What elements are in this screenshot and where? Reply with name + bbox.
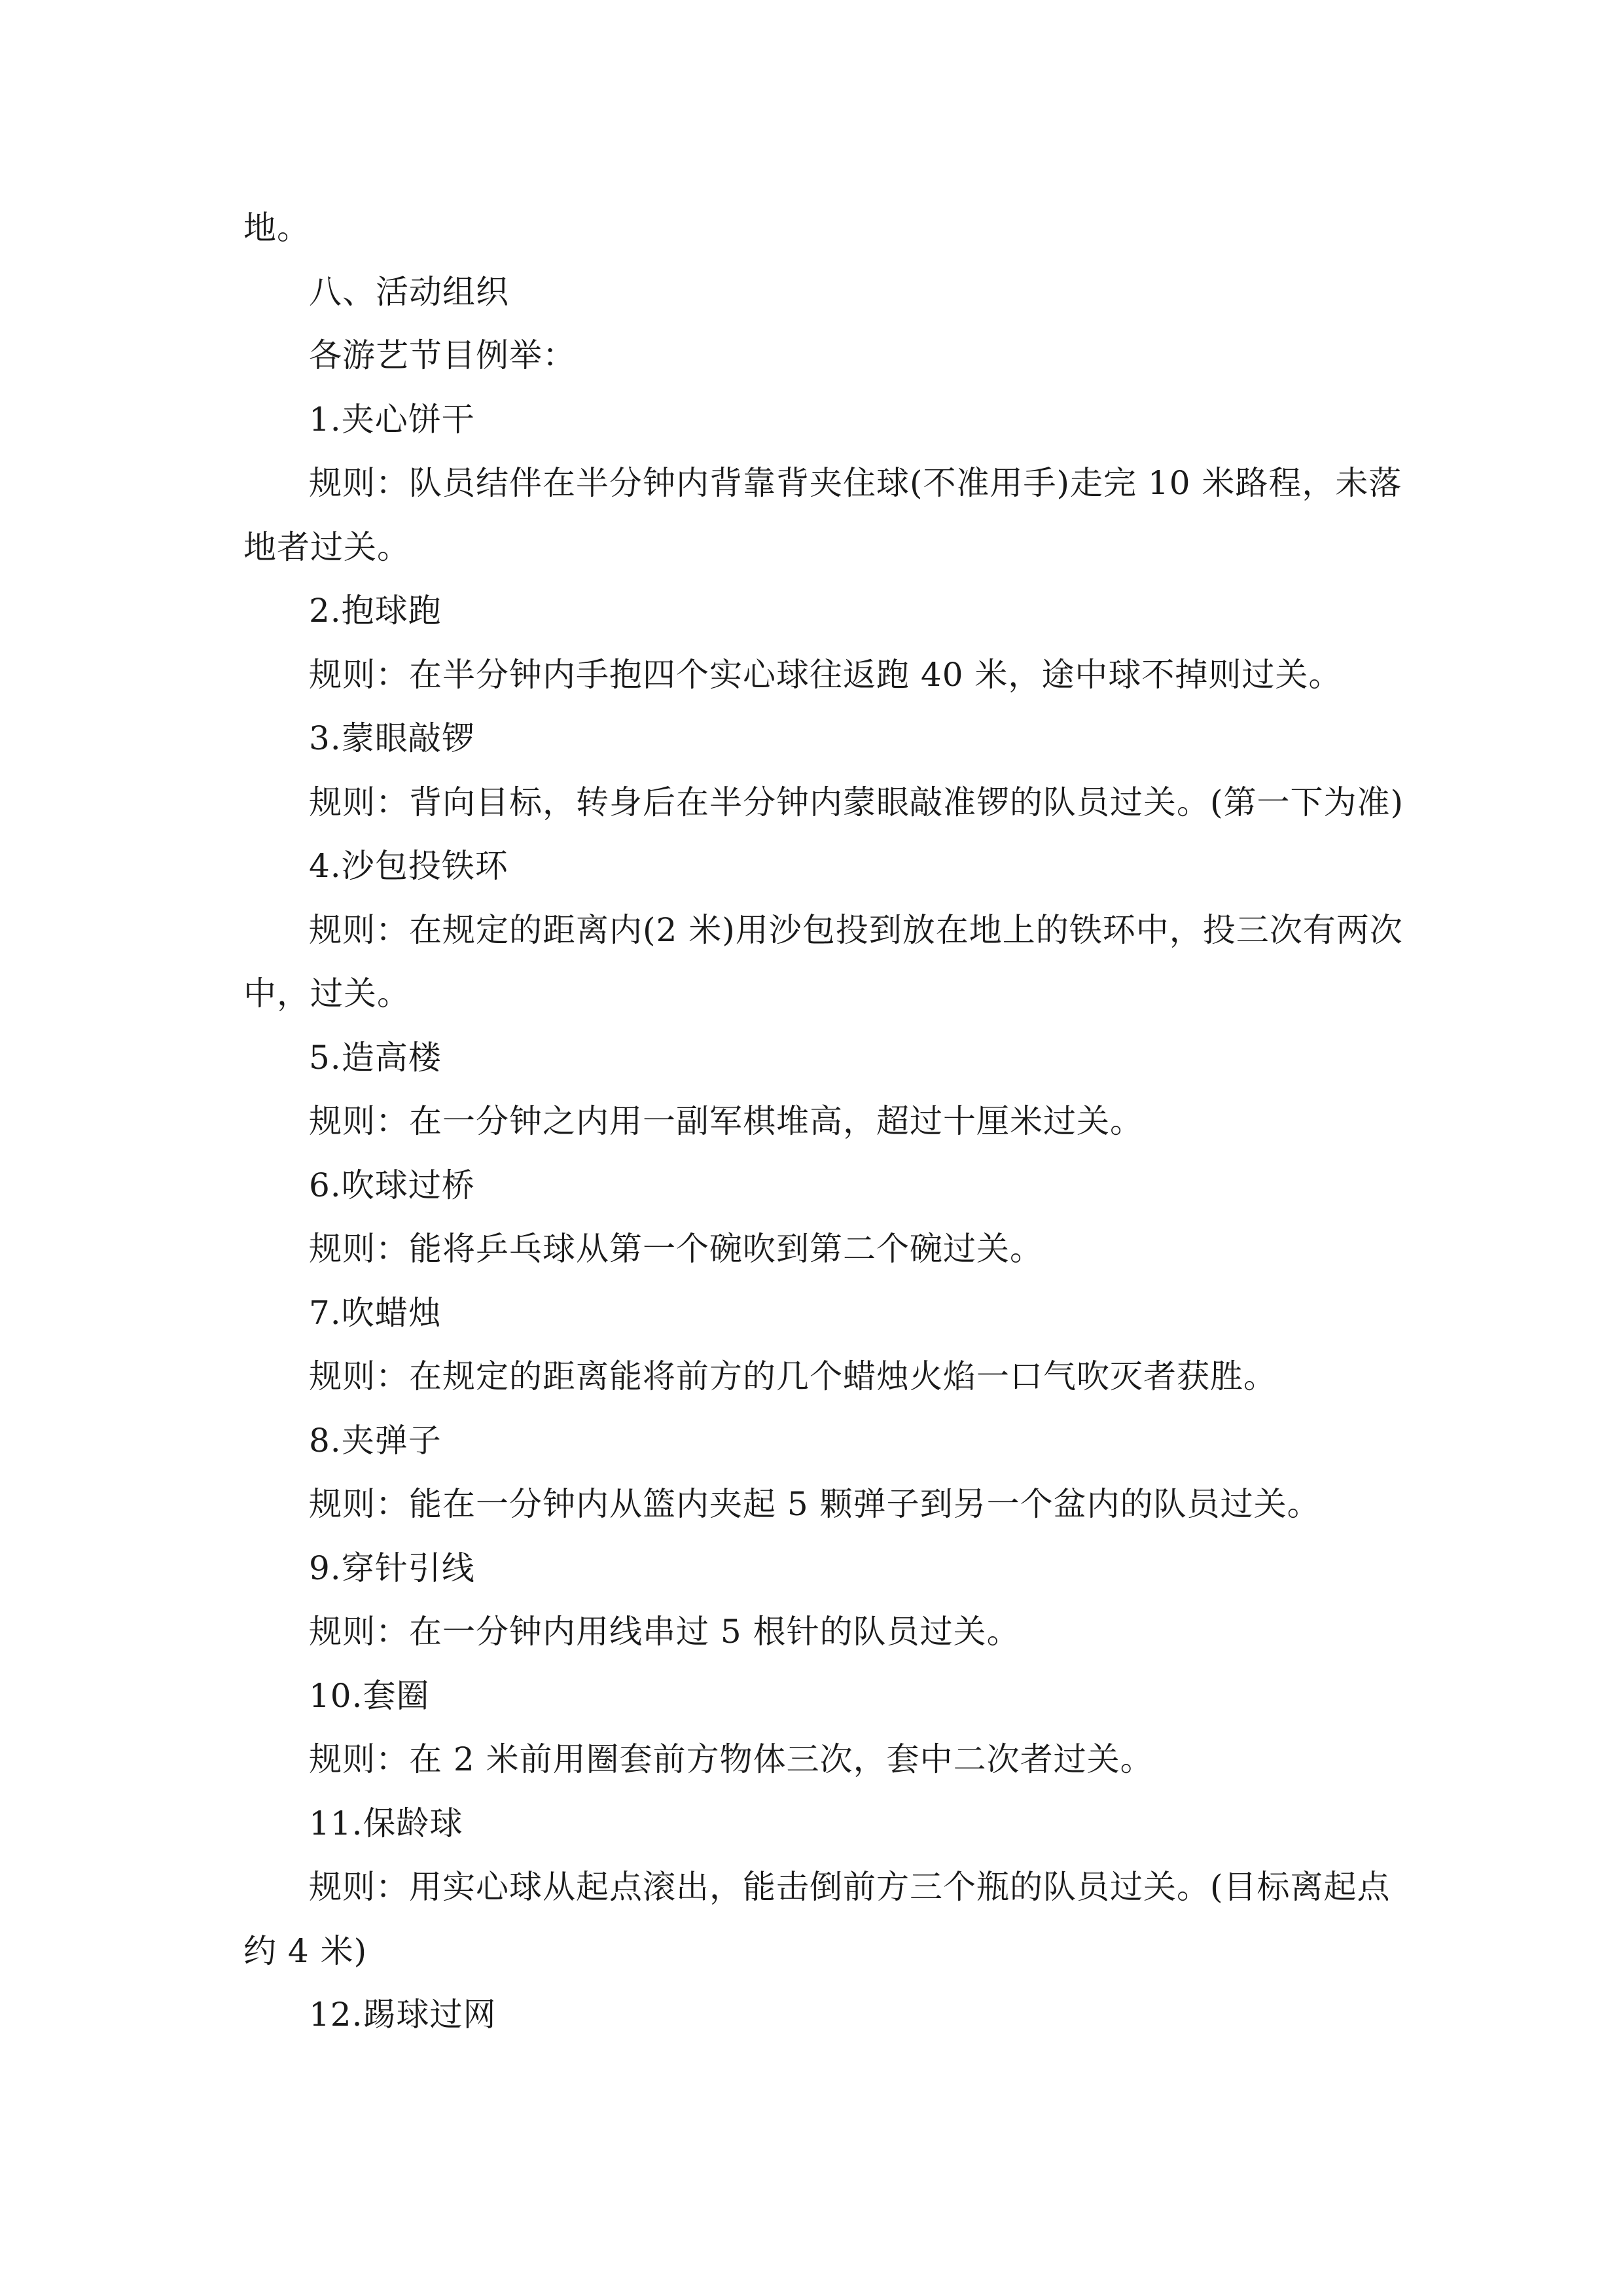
rule-line: 规则：在 2 米前用圈套前方物体三次，套中二次者过关。 [309,1740,1154,1778]
rule-line: 规则：背向目标，转身后在半分钟内蒙眼敲准锣的队员过关。(第一下为准) [309,783,1404,821]
rule-line: 规则：在规定的距离能将前方的几个蜡烛火焰一口气吹灭者获胜。 [309,1357,1277,1395]
item-title: 5.造高楼 [309,1038,442,1077]
item-title: 6.吹球过桥 [309,1166,475,1204]
rule-line-continued: 中，过关。 [243,975,410,1013]
item-title: 4.沙包投铁环 [309,847,508,885]
paragraph-line: 地。 [243,209,310,247]
item-title: 3.蒙眼敲锣 [309,719,475,757]
item-title: 11.保龄球 [309,1804,463,1842]
rule-line: 规则：在半分钟内手抱四个实心球往返跑 40 米，途中球不掉则过关。 [309,655,1342,694]
document-body [243,196,1404,2047]
rule-line-continued: 约 4 米) [243,1931,368,1970]
item-title: 9.穿针引线 [309,1549,475,1587]
rule-line: 规则：能将乒乓球从第一个碗吹到第二个碗过关。 [309,1230,1043,1268]
intro-line: 各游艺节目例举： [309,336,576,374]
rule-line: 规则：队员结伴在半分钟内背靠背夹住球(不准用手)走完 10 米路程，未落 [309,464,1402,502]
item-title: 1.夹心饼干 [309,400,475,439]
item-title: 12.踢球过网 [309,1996,497,2034]
rule-line-continued: 地者过关。 [243,528,410,566]
rule-line: 规则：在一分钟之内用一副军棋堆高，超过十厘米过关。 [309,1102,1143,1140]
rule-line: 规则：能在一分钟内从篮内夹起 5 颗弹子到另一个盆内的队员过关。 [309,1485,1321,1523]
item-title: 8.夹弹子 [309,1421,442,1460]
rule-line: 规则：在规定的距离内(2 米)用沙包投到放在地上的铁环中，投三次有两次 [309,910,1403,949]
item-title: 7.吹蜡烛 [309,1293,442,1332]
rule-line: 规则：在一分钟内用线串过 5 根针的队员过关。 [309,1613,1020,1651]
item-title: 10.套圈 [309,1676,430,1715]
section-heading: 八、活动组织 [309,272,509,311]
rule-line: 规则：用实心球从起点滚出，能击倒前方三个瓶的队员过关。(目标离起点 [309,1868,1391,1906]
item-title: 2.抱球跑 [309,592,442,630]
